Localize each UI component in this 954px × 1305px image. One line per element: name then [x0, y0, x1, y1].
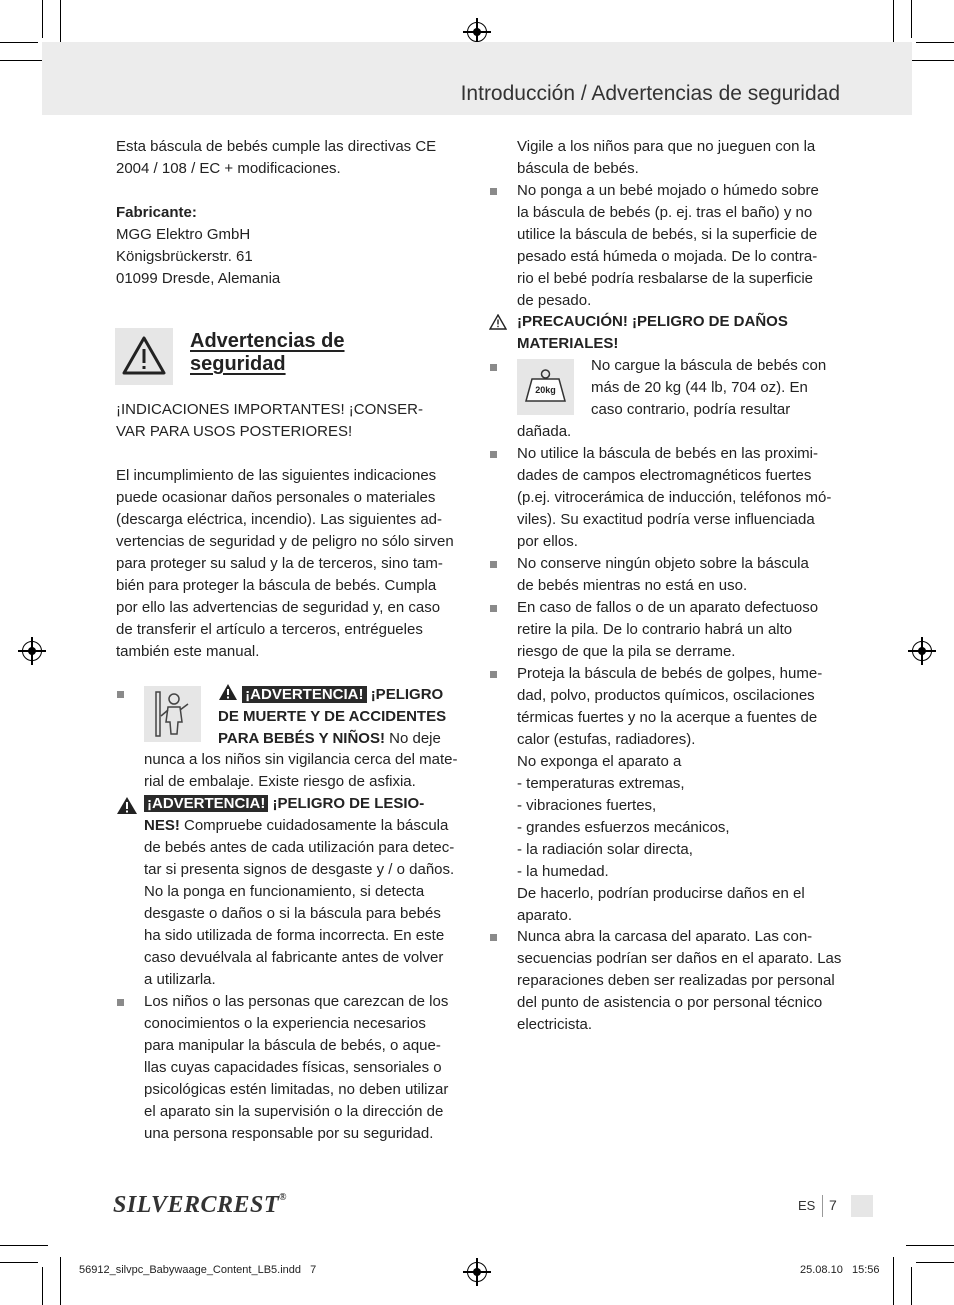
text-line: caso devuélvala al fabricante antes de volver [144, 949, 444, 966]
crop-mark [42, 0, 43, 38]
crop-mark [906, 60, 954, 61]
bullet [490, 188, 497, 195]
text-line: - la humedad. [517, 863, 609, 880]
text-line: más de 20 kg (44 lb, 704 oz). En [591, 379, 808, 396]
list-item [144, 991, 448, 1145]
text-line: a utilizarla. [144, 971, 216, 988]
crop-mark [60, 0, 61, 48]
file-slug: 56912_silvpc_Babywaage_Content_LB5.indd 7 [79, 1264, 317, 1276]
text-line: para proteger su salud y la de terceros, sino tam- [116, 555, 443, 572]
manufacturer-block [116, 202, 280, 290]
list-item-continued [517, 136, 815, 180]
warning-heading: ¡PELIGRO [370, 686, 444, 703]
text-line: MGG Elektro GmbH [116, 226, 251, 243]
file-date: 25.08.10 15:56 [800, 1264, 880, 1276]
text-line: MATERIALES! [517, 335, 619, 352]
bullet [117, 691, 124, 698]
text-line: de pesado. [517, 292, 592, 309]
text-line: utilice la báscula de bebés, si la superficie de [517, 226, 818, 243]
section-heading [190, 330, 345, 376]
text-line: dades de campos electromagnéticos fuertes [517, 467, 812, 484]
text-line: VAR PARA USOS POSTERIORES! [116, 423, 353, 440]
registration-mark-icon [467, 22, 487, 42]
text-line: pesado está húmeda o mojada. De lo contra- [517, 248, 818, 265]
registration-mark-icon [22, 641, 42, 661]
list-item [591, 355, 826, 421]
text-line: de bebés mientras no está en uso. [517, 577, 748, 594]
text-line: De hacerlo, podrían producirse daños en el [517, 885, 805, 902]
crop-mark [0, 1262, 38, 1263]
text-line: 01099 Dresde, Alemania [116, 270, 281, 287]
text-line: riesgo de que la pila se derrame. [517, 643, 736, 660]
page-title: Introducción / Advertencias de seguridad [460, 82, 840, 105]
important-notice [116, 399, 423, 443]
text-line: aparato. [517, 907, 573, 924]
warning-1 [218, 683, 446, 750]
text-line: Compruebe cuidadosamente la báscula [179, 817, 449, 834]
text-line: también este manual. [116, 643, 260, 660]
text-line: llas cuyas capacidades físicas, sensoriales o [144, 1059, 442, 1076]
text-line: la báscula de bebés (p. ej. tras el baño) y no [517, 204, 813, 221]
text-line: No exponga el aparato a [517, 753, 682, 770]
crop-mark [893, 0, 894, 48]
crop-mark [60, 1257, 61, 1305]
caution-triangle-icon [489, 314, 507, 330]
text-line: 2004 / 108 / EC + modificaciones. [116, 160, 341, 177]
warning-heading: DE MUERTE Y DE ACCIDENTES [218, 708, 447, 725]
text-line: puede ocasionar daños personales o materiales [116, 489, 436, 506]
warning-label: ¡ADVERTENCIA! [242, 686, 366, 703]
text-line: No utilice la báscula de bebés en las proximi- [517, 445, 818, 462]
crop-mark [911, 0, 912, 38]
warning-heading: NES! [144, 817, 180, 834]
text-line: dad, polvo, productos químicos, oscilaciones [517, 687, 815, 704]
text-line: Vigile a los niños para que no jueguen con la [517, 138, 816, 155]
crop-mark [0, 1245, 48, 1246]
crop-mark [0, 42, 38, 43]
list-item-continued [517, 421, 571, 443]
crop-mark [906, 1245, 954, 1246]
text-line: nunca a los niños sin vigilancia cerca del mate- [144, 751, 458, 768]
text-line: térmicas fuertes y no la acerque a fuentes de [517, 709, 818, 726]
text-line: de transferir el artículo a terceros, entrégueles [116, 621, 423, 638]
warning-label: ¡ADVERTENCIA! [144, 795, 268, 812]
text-line: ha sido utilizada de forma incorrecta. En este [144, 927, 445, 944]
warning-heading: ¡PELIGRO DE LESIO- [272, 795, 425, 812]
text-line: desgaste o daños o si la báscula para bebés [144, 905, 441, 922]
crop-mark [0, 60, 48, 61]
text-line: Los niños o las personas que carezcan de los [144, 993, 449, 1010]
text-line: En caso de fallos o de un aparato defectuoso [517, 599, 819, 616]
list-item [517, 553, 809, 597]
text-line: dañada. [517, 423, 572, 440]
text-line: No conserve ningún objeto sobre la báscula [517, 555, 809, 572]
list-item [517, 597, 818, 663]
bullet [490, 561, 497, 568]
bullet [490, 364, 497, 371]
text-line: viles). Su exactitud podría verse influenciada [517, 511, 815, 528]
bullet [490, 934, 497, 941]
caution-heading [517, 311, 788, 355]
text-line: No deje [384, 730, 441, 747]
text-line: ¡INDICACIONES IMPORTANTES! ¡CONSER- [116, 401, 423, 418]
text-line: Nunca abra la carcasa del aparato. Las con- [517, 928, 813, 945]
text-line: por ello las advertencias de seguridad y, en caso [116, 599, 441, 616]
text-line: báscula de bebés. [517, 160, 639, 177]
text-line: bién para proteger la báscula de bebés. Cumpla [116, 577, 437, 594]
text-line: el aparato sin la supervisión o la dirección de [144, 1103, 444, 1120]
warning-2 [144, 793, 454, 991]
text-line: por ellos. [517, 533, 578, 550]
page-divider [822, 1195, 823, 1217]
page-lang: ES [798, 1198, 816, 1213]
text-line: No la ponga en funcionamiento, si detecta [144, 883, 425, 900]
bullet [117, 999, 124, 1006]
registered-mark: ® [279, 1192, 287, 1203]
bullet [490, 451, 497, 458]
crop-mark [42, 1267, 43, 1305]
section-title-line: Advertencias de [190, 330, 345, 352]
text-line: tar si presenta signos de desgaste y / o daños. [144, 861, 455, 878]
text-line: - grandes esfuerzos mecánicos, [517, 819, 730, 836]
list-item [517, 180, 819, 312]
warning-triangle-icon [116, 796, 138, 815]
text-line: retire la pila. De lo contrario habrá un alto [517, 621, 793, 638]
text-line: electricista. [517, 1016, 593, 1033]
warning-triangle-icon [218, 683, 238, 701]
text-line: (p.ej. vitrocerámica de inducción, teléfonos mó- [517, 489, 832, 506]
page-tab-marker [851, 1195, 873, 1217]
text-line: El incumplimiento de las siguientes indicaciones [116, 467, 437, 484]
crop-mark [916, 1262, 954, 1263]
text-line: Proteja la báscula de bebés de golpes, hume- [517, 665, 823, 682]
text-line: - temperaturas extremas, [517, 775, 685, 792]
bullet [490, 671, 497, 678]
warning-1-body [144, 749, 458, 793]
text-line: rial de embalaje. Existe riesgo de asfixia. [144, 773, 416, 790]
child-packaging-icon [144, 686, 201, 742]
text-line: - vibraciones fuertes, [517, 797, 657, 814]
text-line: conocimientos o la experiencia necesarios [144, 1015, 426, 1032]
text-line: una persona responsable por su seguridad. [144, 1125, 434, 1142]
warning-icon-box [115, 328, 173, 385]
text-line: secuencias podrían ser daños en el aparato. Las [517, 950, 842, 967]
section-title-line: seguridad [190, 353, 286, 375]
text-line: vertencias de seguridad y de peligro no sólo sirven [116, 533, 454, 550]
warning-heading: PARA BEBÉS Y NIÑOS! [218, 730, 385, 747]
list-item [517, 443, 831, 553]
registration-mark-icon [912, 641, 932, 661]
brand-logo [113, 1192, 287, 1219]
brand-name: SILVERCREST [113, 1192, 280, 1218]
warning-triangle-icon [115, 328, 173, 385]
text-line: (descarga eléctrica, incendio). Las siguientes ad- [116, 511, 443, 528]
text-line: calor (estufas, radiadores). [517, 731, 696, 748]
intro-text [116, 136, 436, 180]
text-line: caso contrario, podría resultar [591, 401, 791, 418]
crop-mark [916, 42, 954, 43]
text-line: No ponga a un bebé mojado o húmedo sobre [517, 182, 819, 199]
text-line: reparaciones deben ser realizadas por personal [517, 972, 835, 989]
crop-mark [893, 1257, 894, 1305]
page-number: 7 [829, 1197, 837, 1213]
weight-icon-box [517, 359, 574, 415]
child-packaging-icon-box [144, 686, 201, 742]
text-line: ¡PRECAUCIÓN! ¡PELIGRO DE DAÑOS [517, 313, 788, 330]
bullet [490, 605, 497, 612]
text-line: Königsbrückerstr. 61 [116, 248, 253, 265]
text-line: rio el bebé podría resbalarse de la superficie [517, 270, 814, 287]
safety-paragraph [116, 465, 454, 663]
weight-icon-label: 20kg [535, 385, 556, 395]
text-line: de bebés antes de cada utilización para detec- [144, 839, 455, 856]
text-line: - la radiación solar directa, [517, 841, 693, 858]
registration-mark-icon [467, 1262, 487, 1282]
text-line: del punto de asistencia o por personal técnico [517, 994, 823, 1011]
manufacturer-label: Fabricante: [116, 204, 197, 221]
text-line: No cargue la báscula de bebés con [591, 357, 827, 374]
text-line: psicológicas estén limitadas, no deben utilizar [144, 1081, 449, 1098]
list-item [517, 663, 822, 927]
text-line: Esta báscula de bebés cumple las directivas CE [116, 138, 437, 155]
list-item [517, 926, 841, 1036]
text-line: para manipular la báscula de bebés, o aque- [144, 1037, 441, 1054]
crop-mark [911, 1267, 912, 1305]
